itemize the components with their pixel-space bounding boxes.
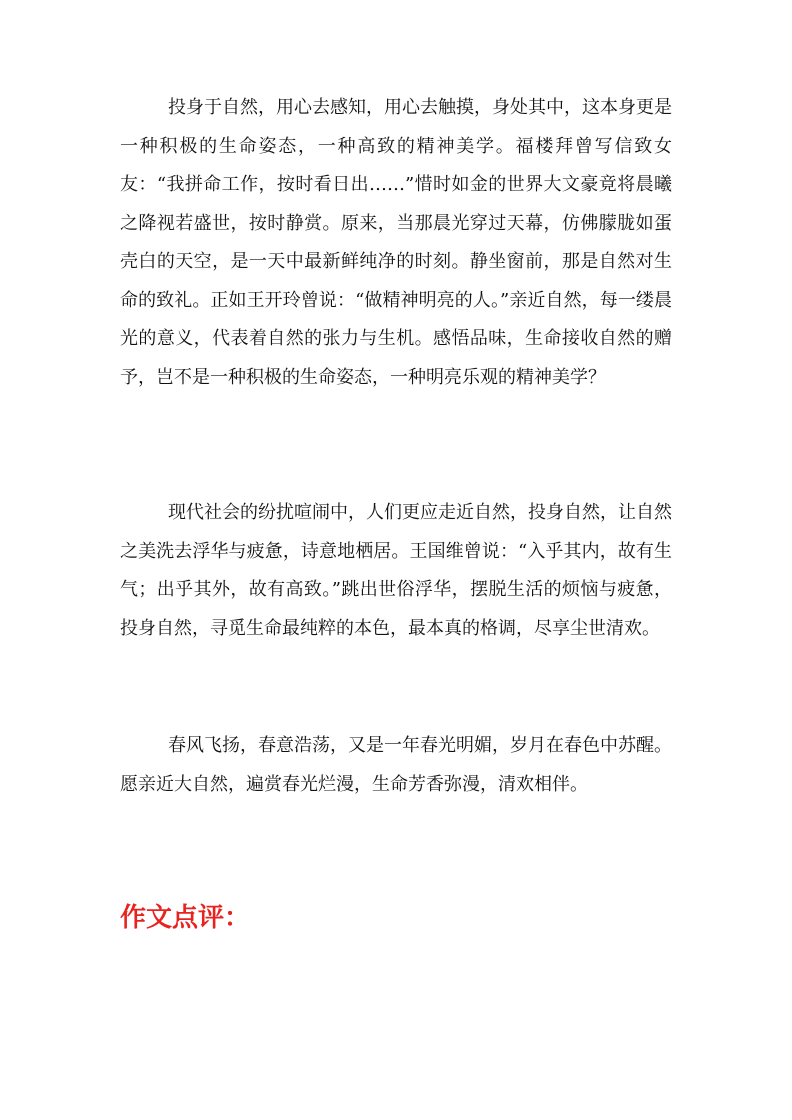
commentary-heading: 作文点评： [120, 903, 251, 933]
essay-paragraph-2: 现代社会的纷扰喧闹中，人们更应走近自然，投身自然，让自然之美洗去浮华与疲惫，诗意地栖居。王国维曾说：“入乎其内，故有生气；出乎其外，故有高致。”跳出世俗浮华，摆脱生活的烦恼与疲惫，投身自然，寻觅生命最纯粹的本色，最本真的格调，尽享尘世清欢。 [120, 502, 672, 639]
essay-paragraph-1: 投身于自然，用心去感知，用心去触摸，身处其中，这本身更是一种积极的生命姿态，一种高致的精神美学。福楼拜曾写信致女友：“我拼命工作，按时看日出……”惜时如金的世界大文豪竟将晨曦之降视若盛世，按时静赏。原来，当那晨光穿过天幕，仿佛朦胧如蛋壳白的天空，是一天中最新鲜纯净的时刻。静坐窗前，那是自然对生命的致礼。正如王开玲曾说：“做精神明亮的人。”亲近自然，每一缕晨光的意义，代表着自然的张力与生机。感悟品味，生命接收自然的赠予，岂不是一种积极的生命姿态，一种明亮乐观的精神美学？ [120, 97, 672, 388]
essay-paragraph-3: 春风飞扬，春意浩荡，又是一年春光明媚，岁月在春色中苏醒。愿亲近大自然，遍赏春光烂漫，生命芳香弥漫，清欢相伴。 [120, 735, 672, 795]
